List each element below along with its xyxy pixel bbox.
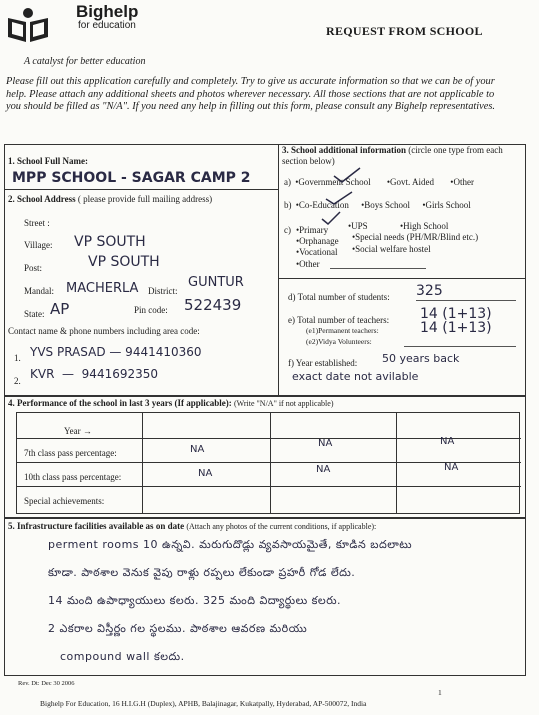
infrastructure-line-5: compound wall కలదు. (60, 650, 185, 663)
row-10th-year1[interactable] (198, 464, 258, 482)
row-achievements-label: Special achievements: (24, 496, 105, 506)
post-label: Post: (24, 263, 43, 273)
pincode-label: Pin code: (134, 305, 168, 315)
option-co-education[interactable]: •Co-Education (295, 200, 349, 210)
footer-address: Bighelp For Education, 16 H.I.G.H (Duplex), APHB, Balajinagar, Kukatpally, Hyderabad, AP-500072, India (40, 699, 367, 708)
option-orphanage[interactable]: •Orphanage (296, 236, 339, 246)
check-mark-icon (324, 190, 354, 211)
pincode-field[interactable] (184, 294, 274, 316)
option-primary[interactable]: •Primary (296, 225, 329, 235)
option-boys-school[interactable]: •Boys School (361, 200, 411, 210)
year-established-label: f) Year established: (288, 358, 358, 368)
intro-paragraph: Please fill out this application carefully and completely. Try to give us accurate information so that we can be of your help. Please attach any additional sheets and photos wherever necessary. All those sections that are not applicable to you should be filled as "N/A". If you need any help in filling out this form, please consult any Bighelp representatives. (6, 76, 496, 112)
check-mark-icon (320, 210, 342, 231)
row-7th-year1[interactable] (190, 440, 250, 458)
performance-label: 4. Performance of the school in last 3 years (If applicable): (Write "N/A" if not applicable) (8, 398, 334, 408)
infrastructure-label: 5. Infrastructure facilities available as on date (Attach any photos of the current conditions, if applicable): (8, 521, 377, 531)
street-field[interactable] (70, 213, 270, 231)
school-name-field[interactable] (12, 168, 276, 188)
additional-info-label: 3. School additional information (circle one type from each section below) (282, 145, 503, 166)
post-field[interactable] (88, 252, 268, 272)
row-achievements-year3[interactable] (400, 490, 516, 508)
village-field[interactable] (74, 232, 254, 252)
row-achievements-year2[interactable] (274, 490, 392, 508)
row-7th-year3[interactable] (440, 432, 500, 450)
year-header: Year → (64, 426, 92, 436)
students-label: d) Total number of students: (288, 292, 390, 302)
permanent-teachers-label: (e1)Permanent teachers: (306, 326, 379, 335)
option-vocational[interactable]: •Vocational (296, 247, 338, 257)
street-label: Street : (24, 218, 50, 228)
option-other-c[interactable]: •Other (296, 259, 320, 269)
village-label: Village: (24, 240, 53, 250)
infrastructure-line-3: 14 మంది ఉపాధ్యాయులు కలరు. 325 మంది విద్యార్థులు కలరు. (48, 594, 342, 607)
contact-label: Contact name & phone numbers including area code: (8, 326, 200, 336)
infrastructure-line-2: కూడా. పాఠశాల వెనుక వైపు రాళ్లు రప్పలు లేకుండా ప్రహరీ గోడ లేదు. (48, 566, 356, 579)
page-number: 1 (438, 688, 442, 697)
year-established-note[interactable] (292, 368, 522, 384)
brand-subtitle: for education (78, 20, 136, 31)
district-field[interactable] (188, 272, 274, 292)
bighelp-logo (6, 4, 50, 44)
mandal-label: Mandal: (24, 286, 54, 296)
option-government-school[interactable]: •Government School (295, 177, 371, 187)
infrastructure-line-4: 2 ఎకరాల విస్తీర్ణం గల స్థలము. పాఠశాల ఆవరణ మరియు (48, 622, 308, 635)
contact1-field[interactable] (30, 342, 276, 362)
school-address-label: 2. School Address ( please provide full mailing address) (8, 194, 213, 204)
row-10th-label: 10th class pass percentage: (24, 472, 122, 482)
coeducation-row: b) •Co-Education •Boys School •Girls School (284, 200, 471, 210)
contact2-num: 2. (14, 376, 21, 386)
school-level-prefix: c) (284, 225, 291, 235)
option-ups[interactable]: •UPS (348, 221, 368, 231)
row-achievements-year1[interactable] (146, 490, 266, 508)
year-established-field[interactable] (382, 350, 522, 366)
page-title: REQUEST FROM SCHOOL (326, 24, 483, 38)
row-7th-year2[interactable] (318, 434, 378, 452)
check-mark-icon (332, 166, 362, 189)
school-type-row: a) •Government School •Govt. Aided •Other (284, 177, 474, 187)
students-field[interactable] (416, 281, 516, 301)
school-name-label: 1. School Full Name: (8, 156, 88, 166)
option-high-school[interactable]: •High School (400, 221, 449, 231)
district-label: District: (148, 286, 178, 296)
brand-name: Bighelp (76, 2, 139, 21)
row-7th-label: 7th class pass percentage: (24, 448, 117, 458)
option-other-a[interactable]: •Other (450, 177, 474, 187)
state-field[interactable] (50, 298, 90, 320)
tagline: A catalyst for better education (24, 56, 146, 67)
teachers-label: e) Total number of teachers: (288, 315, 390, 325)
contact1-num: 1. (14, 353, 21, 363)
state-label: State: (24, 309, 45, 319)
option-girls-school[interactable]: •Girls School (422, 200, 471, 210)
vidya-volunteers-label: (e2)Vidya Volunteers: (306, 337, 372, 346)
contact2-field[interactable] (30, 364, 276, 384)
option-govt-aided[interactable]: •Govt. Aided (386, 177, 435, 187)
option-social-welfare[interactable]: •Social welfare hostel (352, 244, 431, 254)
option-special-needs[interactable]: •Special needs (PH/MR/Blind etc.) (352, 232, 479, 242)
infrastructure-line-1: perment rooms 10 ఉన్నవి. మరుగుదొడ్లు వ్యవసాయమైతే, కూడిన బదలాటు (48, 538, 413, 551)
revision-date: Rev. Dt: Dec 30 2006 (18, 680, 75, 687)
row-10th-year3[interactable] (444, 458, 504, 476)
row-10th-year2[interactable] (316, 460, 376, 478)
